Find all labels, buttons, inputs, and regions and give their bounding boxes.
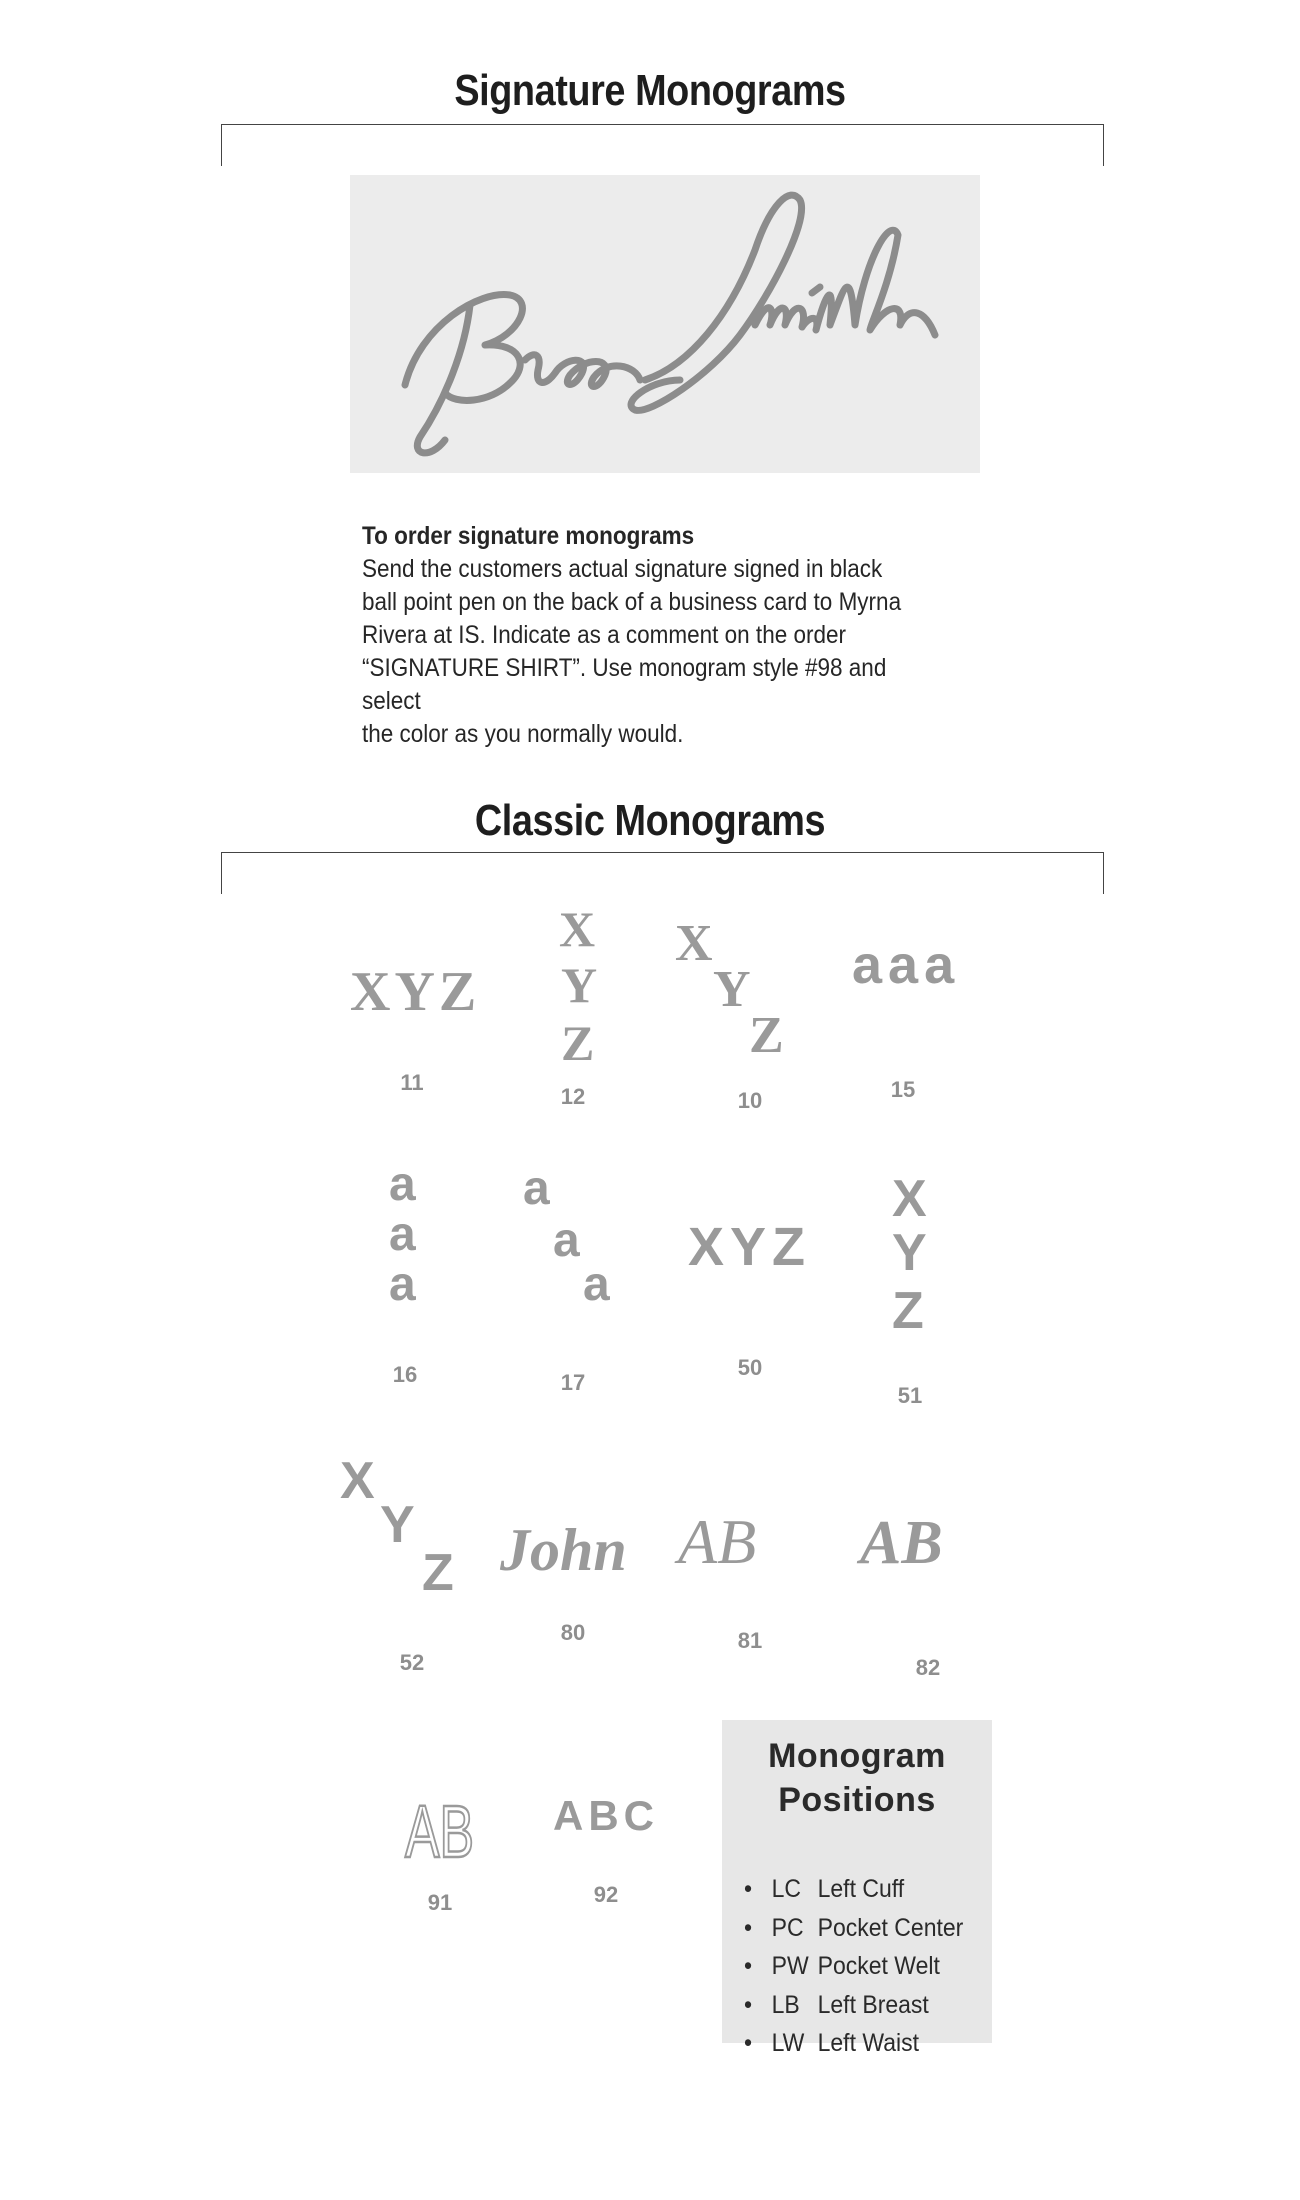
monogram-style-81-number: 81 xyxy=(737,1628,763,1653)
position-label: Left Waist xyxy=(817,2029,920,2057)
bullet-icon: • xyxy=(744,1990,753,2019)
position-label: Left Cuff xyxy=(817,1875,905,1903)
position-item xyxy=(744,1947,963,1986)
position-code: PC xyxy=(771,1913,804,1942)
svg-text:Z: Z xyxy=(422,1544,454,1602)
position-code: PW xyxy=(771,1952,809,1980)
monogram-style-17-number: 17 xyxy=(560,1370,586,1395)
svg-text:AB: AB xyxy=(678,1506,757,1577)
svg-text:a: a xyxy=(389,1158,416,1211)
position-code: LB xyxy=(771,1990,800,2019)
monogram-positions-panel xyxy=(722,1720,992,2057)
svg-text:Z: Z xyxy=(561,1015,595,1071)
instructions-heading: To order signature monograms xyxy=(362,522,695,550)
instructions-line: ball point pen on the back of a business card to Myrna xyxy=(362,588,902,616)
monogram-style-80-sample xyxy=(500,1510,650,1590)
positions-list xyxy=(744,1870,982,2063)
svg-text:X: X xyxy=(559,901,596,957)
svg-text:a: a xyxy=(553,1214,580,1267)
position-label: Pocket Center xyxy=(817,1913,964,1942)
svg-text:ABC: ABC xyxy=(553,1792,659,1839)
svg-text:Z: Z xyxy=(892,1282,924,1340)
monogram-style-82-sample xyxy=(860,1505,980,1585)
position-item xyxy=(744,1986,963,2025)
position-label: Left Breast xyxy=(817,1990,929,2019)
monogram-style-81-sample xyxy=(678,1505,818,1585)
monogram-style-12-number: 12 xyxy=(560,1084,586,1109)
svg-text:X: X xyxy=(340,1452,375,1510)
position-code: LW xyxy=(771,2029,805,2057)
position-item xyxy=(744,1870,963,1909)
monogram-style-91-sample xyxy=(405,1785,475,1874)
instructions-line: Rivera at IS. Indicate as a comment on the order xyxy=(362,621,847,649)
monogram-style-15-sample xyxy=(852,935,972,995)
monogram-style-91-number: 91 xyxy=(427,1890,453,1915)
monogram-style-92-sample xyxy=(553,1790,663,1840)
monogram-style-52-sample xyxy=(340,1450,465,1602)
svg-text:AB: AB xyxy=(860,1509,943,1577)
signature-sample-image xyxy=(350,175,980,473)
svg-text:AB: AB xyxy=(405,1789,475,1874)
svg-text:Y: Y xyxy=(380,1496,415,1554)
svg-text:a: a xyxy=(389,1208,416,1261)
svg-text:Y: Y xyxy=(713,961,751,1018)
classic-section-divider xyxy=(221,852,1104,894)
monogram-style-17-sample xyxy=(523,1160,618,1310)
svg-text:aaa: aaa xyxy=(852,935,961,995)
svg-text:a: a xyxy=(523,1162,550,1215)
monogram-style-16-number: 16 xyxy=(392,1362,418,1387)
positions-title xyxy=(722,1734,992,1822)
signature-section-title: Signature Monograms xyxy=(454,66,846,115)
instructions-line: the color as you normally would. xyxy=(362,720,684,748)
monogram-style-11-sample xyxy=(350,960,481,1023)
svg-text:Y: Y xyxy=(892,1224,927,1282)
positions-title-line: Monogram xyxy=(768,1737,946,1775)
signature-instructions xyxy=(362,520,938,751)
monogram-style-51-number: 51 xyxy=(897,1383,923,1408)
monogram-style-10-sample xyxy=(675,912,785,1064)
position-item xyxy=(744,1909,963,1948)
monogram-style-16-sample xyxy=(387,1160,432,1310)
bullet-icon: • xyxy=(744,1952,753,1980)
monogram-style-52-number: 52 xyxy=(399,1650,425,1675)
bullet-icon: • xyxy=(744,1875,753,1903)
positions-title-line: Positions xyxy=(778,1781,936,1819)
monogram-style-51-sample xyxy=(890,1170,935,1340)
svg-text:Z: Z xyxy=(749,1007,784,1064)
monogram-style-82-number: 82 xyxy=(915,1655,941,1680)
position-label: Pocket Welt xyxy=(817,1952,940,1980)
bullet-icon: • xyxy=(744,1913,753,1942)
svg-text:X: X xyxy=(675,915,713,972)
monogram-style-15-number: 15 xyxy=(890,1077,916,1102)
svg-text:XYZ: XYZ xyxy=(688,1217,812,1277)
monogram-style-50-sample xyxy=(688,1215,818,1275)
monogram-style-10-number: 10 xyxy=(737,1088,763,1113)
svg-text:X: X xyxy=(892,1170,927,1228)
signature-embroidery xyxy=(350,175,980,473)
signature-section-divider xyxy=(221,124,1104,166)
monogram-style-11-number: 11 xyxy=(400,1070,424,1095)
monogram-style-50-number: 50 xyxy=(737,1355,763,1380)
position-item xyxy=(744,2024,963,2063)
bullet-icon: • xyxy=(744,2029,753,2057)
instructions-line: “SIGNATURE SHIRT”. Use monogram style #98 and select xyxy=(362,654,887,715)
position-code: LC xyxy=(771,1875,802,1903)
svg-text:a: a xyxy=(389,1258,416,1311)
monogram-style-92-number: 92 xyxy=(593,1882,619,1907)
svg-text:XYZ: XYZ xyxy=(350,961,481,1023)
svg-text:John: John xyxy=(500,1517,627,1583)
instructions-line: Send the customers actual signature signed in black xyxy=(362,555,883,583)
monogram-style-80-number: 80 xyxy=(560,1620,586,1645)
classic-section-title: Classic Monograms xyxy=(474,796,826,845)
svg-text:Y: Y xyxy=(561,957,598,1013)
svg-text:a: a xyxy=(583,1258,610,1311)
monogram-style-12-sample xyxy=(555,900,600,1070)
